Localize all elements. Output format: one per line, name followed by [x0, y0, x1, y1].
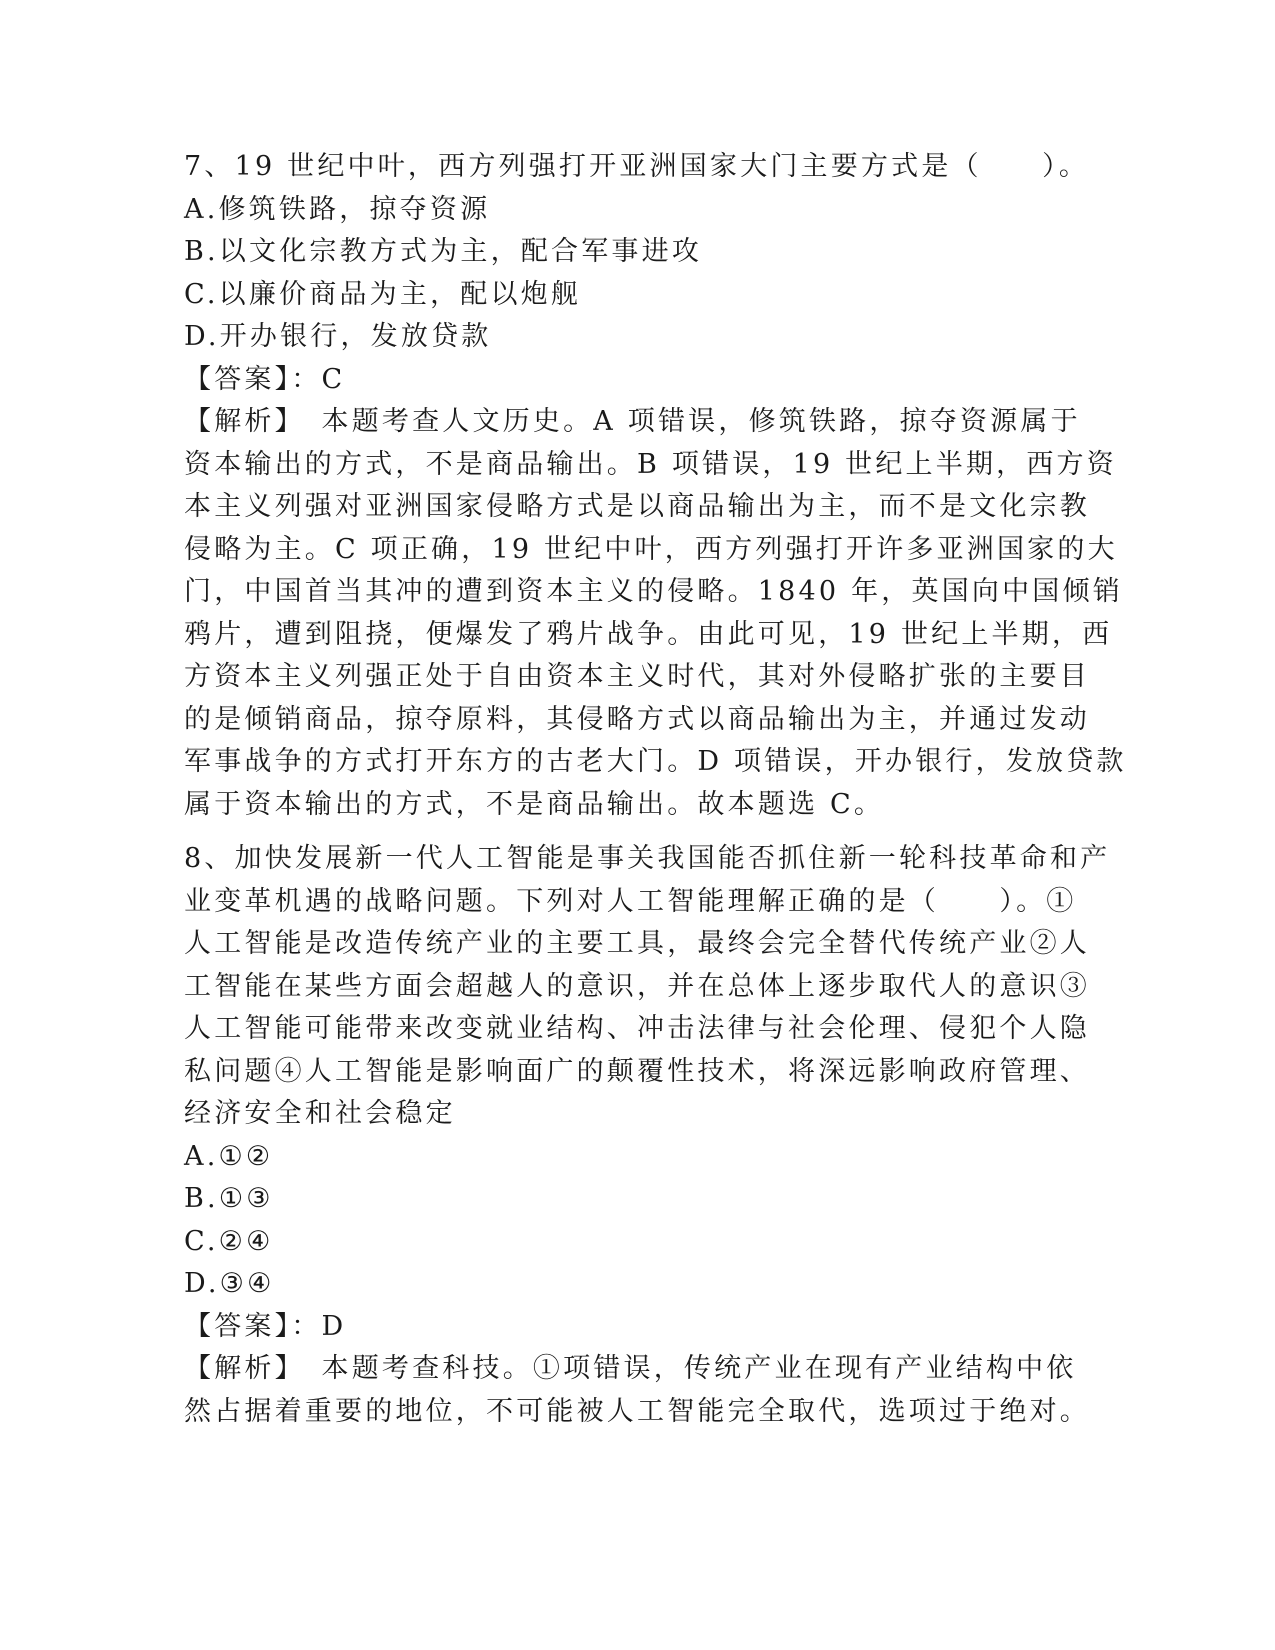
question-7: [184, 146, 1127, 826]
stem-line: 私问题④人工智能是影响面广的颠覆性技术，将深远影响政府管理、: [184, 1055, 1090, 1087]
question-7-answer: 【答案】：C: [184, 363, 346, 395]
question-8-answer: 【答案】：D: [184, 1310, 347, 1342]
stem-line: 经济安全和社会稳定: [184, 1098, 456, 1129]
analysis-line: 【解析】 本题考查科技。①项错误，传统产业在现有产业结构中依: [184, 1353, 1077, 1384]
question-8-analysis: [184, 1348, 1090, 1433]
analysis-line: 门，中国首当其冲的遭到资本主义的侵略。1840 年，英国向中国倾销: [184, 576, 1123, 607]
analysis-line: 【解析】 本题考查人文历史。A 项错误，修筑铁路，掠夺资源属于: [184, 406, 1081, 437]
document-page: [184, 146, 1127, 1433]
question-spacer: [184, 826, 1084, 838]
analysis-line: 属于资本输出的方式，不是商品输出。故本题选 C。: [184, 788, 885, 820]
analysis-line: 的是倾销商品，掠夺原料，其侵略方式以商品输出为主，并通过发动: [184, 703, 1090, 735]
analysis-line: 本主义列强对亚洲国家侵略方式是以商品输出为主，而不是文化宗教: [184, 491, 1090, 522]
stem-line: 人工智能可能带来改变就业结构、冲击法律与社会伦理、侵犯个人隐: [184, 1013, 1090, 1044]
stem-line: 业变革机遇的战略问题。下列对人工智能理解正确的是（ ）。①: [184, 885, 1077, 917]
question-7-option-a: A.修筑铁路，掠夺资源: [184, 193, 491, 225]
question-7-analysis: [184, 401, 1127, 826]
analysis-line: 然占据着重要的地位，不可能被人工智能完全取代，选项过于绝对。: [184, 1395, 1090, 1427]
analysis-line: 资本输出的方式，不是商品输出。B 项错误，19 世纪上半期，西方资: [184, 448, 1117, 480]
question-8-option-a: A.①②: [184, 1140, 274, 1172]
question-8-stem: [184, 838, 1111, 1136]
question-7-option-c: C.以廉价商品为主，配以炮舰: [184, 278, 582, 310]
analysis-line: 鸦片，遭到阻挠，便爆发了鸦片战争。由此可见，19 世纪上半期，西: [184, 618, 1113, 650]
question-8: [184, 838, 1111, 1433]
stem-line: 8、加快发展新一代人工智能是事关我国能否抓住新一轮科技革命和产: [184, 843, 1111, 874]
question-7-option-b: B.以文化宗教方式为主，配合军事进攻: [184, 236, 703, 267]
stem-line: 人工智能是改造传统产业的主要工具，最终会完全替代传统产业②人: [184, 928, 1090, 959]
question-8-option-b: B.①③: [184, 1183, 274, 1214]
question-7-option-d: D.开办银行，发放贷款: [184, 321, 492, 352]
question-8-option-d: D.③④: [184, 1268, 275, 1299]
stem-line: 工智能在某些方面会超越人的意识，并在总体上逐步取代人的意识③: [184, 970, 1090, 1002]
question-8-option-c: C.②④: [184, 1225, 274, 1257]
question-7-stem: 7、19 世纪中叶，西方列强打开亚洲国家大门主要方式是（ ）。: [184, 151, 1090, 182]
analysis-line: 军事战争的方式打开东方的古老大门。D 项错误，开办银行，发放贷款: [184, 746, 1127, 777]
analysis-line: 方资本主义列强正处于自由资本主义时代，其对外侵略扩张的主要目: [184, 661, 1090, 692]
analysis-line: 侵略为主。C 项正确，19 世纪中叶，西方列强打开许多亚洲国家的大: [184, 533, 1118, 565]
